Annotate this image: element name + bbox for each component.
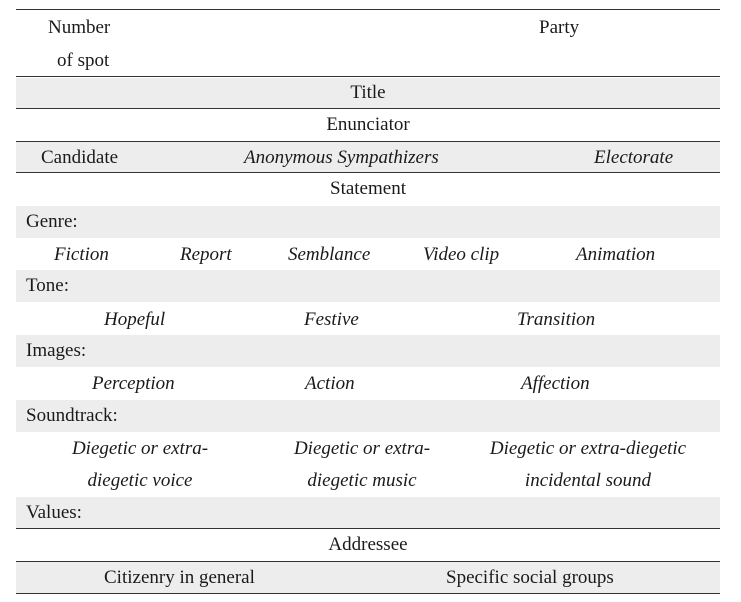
number-of-spot-label-line2: of spot [57,50,110,71]
addressee-specific-groups: Specific social groups [446,567,614,588]
soundtrack-voice-line2: diegetic voice [87,470,193,491]
tone-festive: Festive [304,309,359,330]
enunciator-anonymous-sympathizers: Anonymous Sympathizers [244,147,439,168]
values-label: Values: [26,502,82,523]
images-perception: Perception [92,373,175,394]
images-label: Images: [26,340,87,361]
images-label-row-bg [16,335,720,367]
enunciator-electorate: Electorate [594,147,674,168]
soundtrack-incidental-line1: Diegetic or extra-diegetic [489,438,687,459]
images-affection: Affection [521,373,590,394]
enunciator-heading: Enunciator [326,114,410,135]
images-action: Action [305,373,355,394]
rule-top [16,9,720,10]
values-row-bg [16,497,720,528]
soundtrack-music-line2: diegetic music [307,470,417,491]
genre-label: Genre: [26,211,78,232]
genre-report: Report [180,244,232,265]
genre-label-row-bg [16,206,720,238]
statement-heading: Statement [330,178,406,199]
soundtrack-voice-line1: Diegetic or extra- [71,438,209,459]
soundtrack-label: Soundtrack: [26,405,118,426]
addressee-citizenry: Citizenry in general [104,567,255,588]
addressee-heading: Addressee [328,534,408,555]
title-label: Title [350,82,386,103]
enunciator-candidate: Candidate [41,147,119,168]
tone-label: Tone: [26,275,69,296]
genre-semblance: Semblance [288,244,371,265]
soundtrack-music-line1: Diegetic or extra- [293,438,431,459]
genre-animation: Animation [576,244,656,265]
tone-label-row-bg [16,270,720,302]
genre-video-clip: Video clip [423,244,500,265]
tone-hopeful: Hopeful [104,309,166,330]
soundtrack-label-row-bg [16,400,720,432]
number-of-spot-label-line1: Number [48,17,111,38]
tone-transition: Transition [517,309,596,330]
genre-fiction: Fiction [54,244,109,265]
party-label: Party [539,17,580,38]
soundtrack-incidental-line2: incidental sound [524,470,652,491]
